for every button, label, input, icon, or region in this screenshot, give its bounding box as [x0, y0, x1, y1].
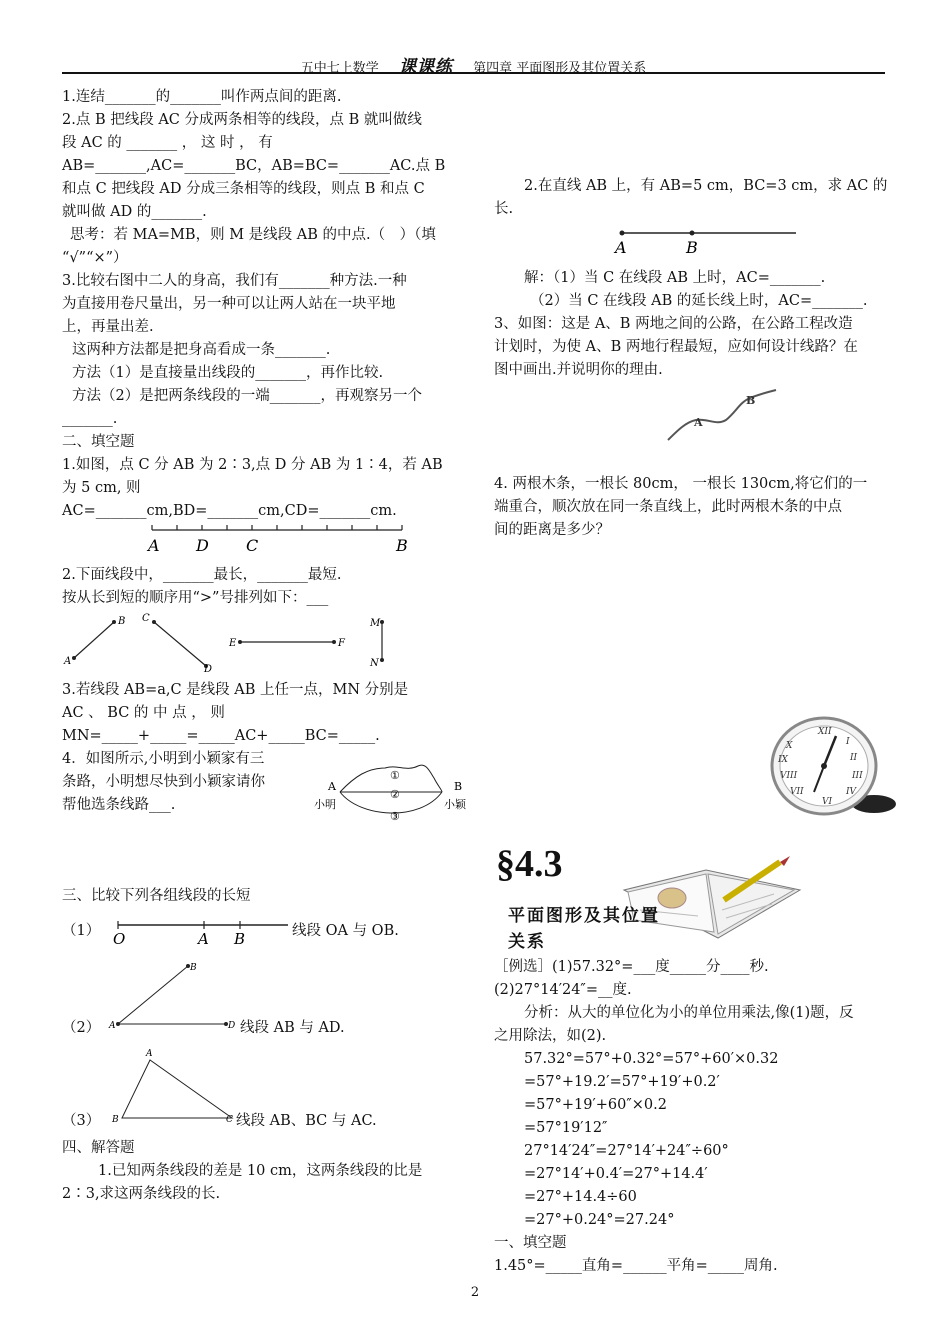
svg-text:XII: XII — [818, 727, 832, 737]
svg-text:IV: IV — [846, 787, 857, 797]
right-column-mid — [494, 267, 889, 382]
triangle-figure-abc — [108, 1046, 240, 1126]
left-column-mid — [62, 564, 460, 610]
q-label-2: （2） — [62, 1020, 101, 1036]
text-line: 4. 两根木条，一根长 80cm， 一根长 130cm,将它们的一 — [494, 476, 868, 492]
svg-text:C: C — [142, 613, 150, 624]
svg-text:II: II — [850, 753, 858, 763]
text-line: 就叫做 AD 的_______. — [62, 204, 207, 220]
svg-text:A: A — [328, 780, 336, 793]
svg-text:C: C — [246, 536, 259, 555]
section-heading: 一、填空题 — [494, 1235, 567, 1251]
svg-text:B: B — [118, 616, 126, 627]
route-2: ② — [390, 788, 400, 801]
text-line: 段 AC 的 _______ ， 这 时 ， 有 — [62, 135, 273, 151]
compare-1: 线段 OA 与 OB. — [292, 923, 399, 939]
road-figure — [664, 384, 780, 444]
text-line: AB=_______,AC=_______BC，AB=BC=_______AC.点 B — [62, 158, 446, 174]
svg-text:B: B — [234, 930, 246, 948]
svg-text:D: D — [204, 664, 213, 674]
svg-text:B: B — [396, 536, 408, 555]
text-line: 思考：若 MA=MB，则 M 是线段 AB 的中点.（ ）（填 — [70, 227, 436, 243]
svg-text:B: B — [190, 963, 197, 973]
header-brand: 课课练 — [398, 57, 453, 77]
svg-text:VIII: VIII — [780, 771, 798, 781]
left-column-section3 — [62, 885, 460, 908]
text-line: 方法（1）是直接量出线段的_______，再作比较. — [72, 365, 384, 381]
svg-text:A: A — [146, 1049, 153, 1059]
compare-3: 线段 AB、BC 与 AC. — [236, 1113, 377, 1129]
svg-text:A: A — [694, 416, 703, 429]
section-heading: 三、比较下列各组线段的长短 — [62, 888, 251, 904]
svg-text:C: C — [226, 1115, 233, 1125]
text-line: 57.32°=57°+0.32°=57°+60′×0.32 — [524, 1051, 779, 1067]
text-line: =27°14′+0.4′=27°+14.4′ — [524, 1166, 708, 1182]
section-title — [508, 903, 660, 955]
text-line: “√”“×”） — [62, 250, 128, 266]
text-line: =27°+14.4÷60 — [524, 1189, 637, 1205]
text-line: 分析：从大的单位化为小的单位用乘法,像(1)题，反 — [524, 1005, 854, 1021]
page-number: 2 — [470, 1285, 480, 1300]
left-column-bottom — [62, 1137, 460, 1206]
compare-2: 线段 AB 与 AD. — [240, 1020, 345, 1036]
text-line: =27°+0.24°=27.24° — [524, 1212, 675, 1228]
header-left: 五中七上数学 — [300, 61, 379, 76]
text-line: 2.下面线段中，_______最长，_______最短. — [62, 567, 342, 583]
text-line: 长. — [494, 201, 514, 217]
four-segments-figure — [62, 608, 402, 674]
segment-figure-oab — [108, 918, 298, 948]
text-line: 3、如图：这是 A、B 两地之间的公路，在公路工程改造 — [494, 316, 853, 332]
q-label-1: （1） — [62, 923, 101, 939]
svg-text:A: A — [109, 1021, 116, 1031]
text-line: （2）当 C 在线段 AB 的延长线上时，AC=_______. — [530, 293, 868, 309]
text-line: 按从长到短的顺序用“>”号排列如下：___ — [62, 590, 329, 606]
svg-text:E: E — [229, 638, 237, 649]
text-line: 27°14′24″=27°14′+24″÷60° — [524, 1143, 729, 1159]
segment-figure-adcb — [140, 520, 420, 560]
svg-text:B: B — [454, 780, 463, 793]
left-column-top — [62, 86, 460, 523]
text-line: 3.比较右图中二人的身高，我们有_______种方法.一种 — [62, 273, 407, 289]
svg-text:VII: VII — [790, 787, 804, 797]
text-line: 2.在直线 AB 上，有 AB=5 cm，BC=3 cm，求 AC 的 — [524, 178, 888, 194]
section-title-line2: 关系 — [508, 932, 546, 952]
route-1: ① — [390, 769, 400, 782]
text-line: 1.45°=_____直角=______平角=_____周角. — [494, 1258, 778, 1274]
segment-figure-ab — [610, 226, 810, 258]
right-column-q4 — [494, 473, 889, 542]
text-line: 4．如图所示,小明到小颖家有三 — [62, 751, 265, 767]
text-line: 帮他选条线路___. — [62, 797, 176, 813]
text-line: ［例选］(1)57.32°=___度_____分____秒. — [494, 959, 769, 975]
text-line: 1.连结_______的_______叫作两点间的距离. — [62, 89, 342, 105]
section-number: §4.3 — [496, 843, 563, 885]
text-line: =57°19′12″ — [524, 1120, 608, 1136]
svg-text:M: M — [370, 618, 381, 629]
three-routes-figure — [310, 760, 472, 826]
text-line: 这两种方法都是把身高看成一条_______. — [72, 342, 331, 358]
text-line: =57°+19′+60″×0.2 — [524, 1097, 667, 1113]
route-3: ③ — [390, 810, 400, 823]
label-xiaoying: 小颖 — [444, 798, 466, 811]
text-line: (2)27°14′24″=__度. — [494, 982, 632, 998]
svg-text:I: I — [846, 737, 850, 747]
text-line: 上，再量出差. — [62, 319, 154, 335]
svg-text:D: D — [196, 536, 209, 555]
label-xiaoming: 小明 — [314, 798, 336, 811]
example-block — [494, 956, 889, 1278]
right-column-top — [494, 175, 889, 221]
svg-text:III: III — [852, 771, 863, 781]
text-line: 解：（1）当 C 在线段 AB 上时，AC=_______. — [524, 270, 826, 286]
text-line: 间的距离是多少？ — [494, 522, 610, 538]
svg-text:A: A — [148, 536, 160, 555]
text-line: 2.点 B 把线段 AC 分成两条相等的线段，点 B 就叫做线 — [62, 112, 422, 128]
text-line: 1.已知两条线段的差是 10 cm，这两条线段的比是 — [98, 1163, 423, 1179]
svg-text:A: A — [615, 238, 627, 257]
text-line: 为直接用卷尺量出，另一种可以让两人站在一块平地 — [62, 296, 396, 312]
text-line: 1.如图，点 C 分 AB 为 2∶3,点 D 分 AB 为 1∶4，若 AB — [62, 457, 443, 473]
clock-illustration — [766, 712, 898, 816]
svg-text:A: A — [198, 930, 209, 948]
text-line: 图中画出.并说明你的理由. — [494, 362, 663, 378]
svg-text:B: B — [112, 1115, 119, 1125]
svg-text:IX: IX — [778, 755, 788, 765]
header-right: 第四章 平面图形及其位置关系 — [473, 61, 647, 76]
section-heading: 二、填空题 — [62, 434, 135, 450]
text-line: AC 、 BC 的 中 点 ， 则 — [62, 705, 225, 721]
text-line: 方法（2）是把两条线段的一端_______，再观察另一个 — [72, 388, 422, 404]
text-line: 计划时，为使 A、B 两地行程最短，应如何设计线路？在 — [494, 339, 858, 355]
text-line: 2∶3,求这两条线段的长. — [62, 1186, 221, 1202]
svg-text:O: O — [113, 930, 126, 948]
text-line: 之用除法，如(2). — [494, 1028, 607, 1044]
svg-text:N: N — [370, 658, 379, 669]
section-title-line1: 平面图形及其位置 — [508, 906, 660, 926]
text-line: AC=_______cm,BD=_______cm,CD=_______cm. — [62, 503, 397, 519]
angle-figure-abd — [108, 958, 240, 1034]
page-header — [62, 52, 885, 77]
text-line: MN=_____+_____=_____AC+_____BC=_____. — [62, 728, 380, 744]
text-line: _______. — [62, 411, 118, 427]
text-line: 为 5 cm, 则 — [62, 480, 141, 496]
text-line: 条路，小明想尽快到小颖家请你 — [62, 774, 265, 790]
svg-text:D: D — [228, 1021, 236, 1031]
section-heading: 四、解答题 — [62, 1140, 135, 1156]
text-line: 3.若线段 AB=a,C 是线段 AB 上任一点，MN 分别是 — [62, 682, 409, 698]
svg-text:X: X — [786, 741, 793, 751]
svg-text:A: A — [64, 656, 72, 667]
text-line: =57°+19.2′=57°+19′+0.2′ — [524, 1074, 720, 1090]
q-label-3: （3） — [62, 1113, 101, 1129]
text-line: 和点 C 把线段 AD 分成三条相等的线段，则点 B 和点 C — [62, 181, 425, 197]
text-line: 端重合，顺次放在同一条直线上，此时两根木条的中点 — [494, 499, 842, 515]
svg-text:B: B — [746, 394, 756, 407]
svg-text:VI: VI — [822, 797, 833, 807]
svg-text:F: F — [338, 638, 345, 649]
svg-text:B: B — [686, 238, 698, 257]
